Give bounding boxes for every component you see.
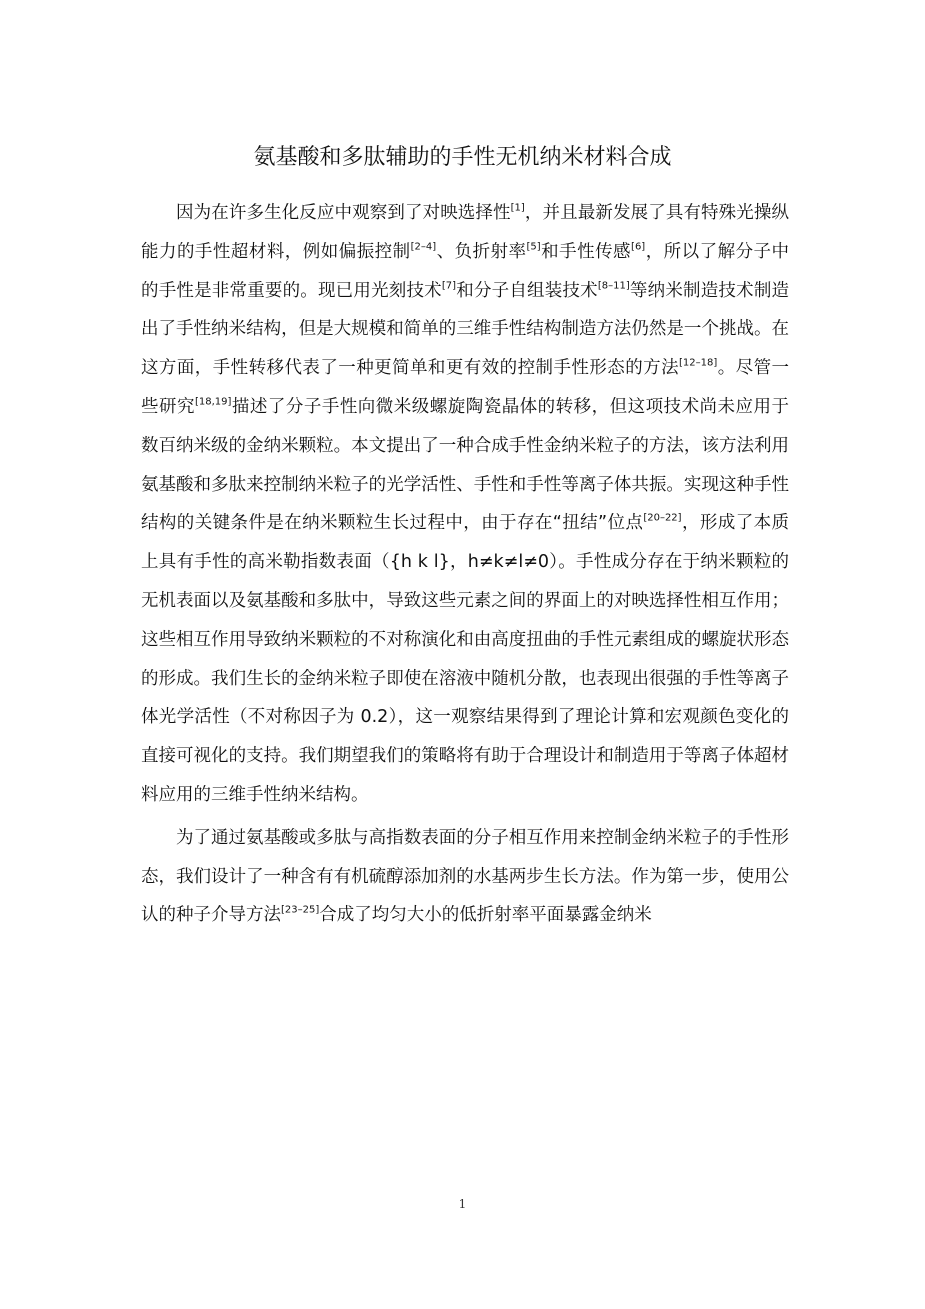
paragraph-2 (141, 819, 789, 935)
citation-ref: [5] (526, 241, 541, 253)
text-run: 为了通过氨基酸或多肽与高指数表面的分子相互作用来控制金纳米粒子的手性形态，我们设计了一种含有有机硫醇添加剂的水基两步生长方法。作为第一步，使用公认的种子介导方法 (141, 827, 789, 926)
text-run: 和手性传感 (540, 241, 632, 262)
text-run: 和分子自组装技术 (456, 280, 598, 301)
citation-ref: [23–25] (281, 904, 320, 916)
page-number: 1 (458, 1197, 467, 1211)
document-body (141, 194, 789, 939)
citation-ref: [2–4] (410, 241, 437, 253)
text-run: 因为在许多生化反应中观察到了对映选择性 (176, 203, 511, 223)
text-run: 等纳米制造技术制造出了手性纳米结构，但是大规模和简单的三维手性结构制造方法仍然是一个挑战。在这方面，手性转移代表了一种更简单和更有效的控制手性形态的方法 (141, 280, 790, 379)
text-run: 。尽管一些研究 (141, 358, 789, 417)
text-run: ，所以了解分子中的手性是非常重要的。现已用光刻技术 (141, 241, 790, 301)
document-title: 氨基酸和多肽辅助的手性无机纳米材料合成 (253, 145, 672, 170)
citation-ref: [18,19] (194, 396, 232, 408)
text-run: 描述了分子手性向微米级螺旋陶瓷晶体的转移，但这项技术尚未应用于数百纳米级的金纳米颗粒。本文提出了一种合成手性金纳米粒子的方法，该方法利用氨基酸和多肽来控制纳米粒子的光学活性、手性和手性等离子体共振。实现这种手性结构的关键条件是在纳米颗粒生长过程中，由于存在“扭结”位点 (141, 396, 790, 534)
text-run: ，并且最新发展了具有特殊光操纵能力的手性超材料，例如偏振控制 (141, 203, 790, 262)
paragraph-1 (141, 194, 789, 815)
text-run: ，形成了本质上具有手性的高米勒指数表面（{h k l}，h≠k≠l≠0）。手性成分存在于纳米颗粒的无机表面以及氨基酸和多肽中，导致这些元素之间的界面上的对映选择性相互作用；这些相互作用导致纳米颗粒的不对称演化和由高度扭曲的手性元素组成的螺旋状形态的形成。我们生长的金纳米粒子即使在溶液中随机分散，也表现出很强的手性等离子体光学活性（不对称因子为 0.2），这一观察结果得到了理论计算和宏观颜色变化的直接可视化的支持。我们期望我们的策略将有助于合理设计和制造用于等离子体超材料应用的三维手性纳米结构。 (141, 513, 789, 805)
citation-ref: [12–18] (679, 357, 718, 369)
citation-ref: [1] (510, 202, 525, 214)
citation-ref: [20–22] (643, 512, 682, 524)
citation-ref: [8–11] (597, 280, 630, 292)
citation-ref: [6] (631, 241, 646, 253)
text-run: 、负折射率 (436, 241, 527, 262)
text-run: 合成了均匀大小的低折射率平面暴露金纳米 (319, 905, 652, 926)
citation-ref: [7] (441, 280, 457, 292)
